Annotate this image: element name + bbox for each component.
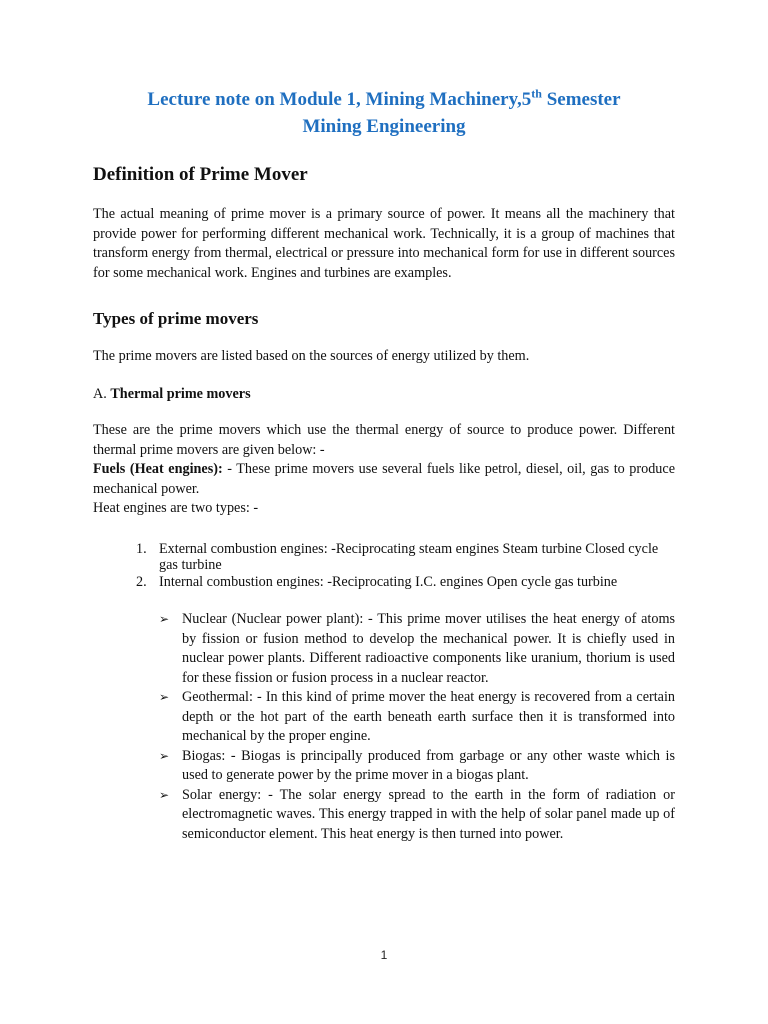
title-superscript: th [531,86,542,101]
list-item-text: Internal combustion engines: -Reciprocating I.C. engines Open cycle gas turbine [159,573,618,590]
thermal-heading-text: Thermal prime movers [110,385,251,402]
fuels-paragraph [93,460,675,499]
document-page [93,86,675,844]
title-line-2: Mining Engineering [302,116,466,137]
title-line-1-text: Lecture note on Module 1, Mining Machinery,5 [147,89,532,110]
definition-paragraph: The actual meaning of prime mover is a primary source of power. It means all the machinery that provide power for performing different mechanical work. Technically, it is a group of machines that transform energy from thermal, electrical or pressure into mechanical form for use in different sources for some mechanical work. Engines and turbines are examples. [93,206,675,281]
list-item [93,786,675,845]
arrow-bullet-icon: ➢ [159,787,170,802]
list-item [93,610,675,688]
list-item-text: Solar energy: - The solar energy spread to the earth in the form of radiation or electromagnetic waves. This energy trapped in with the help of solar panel made up of semiconductor element. This heat energy is then turned into power. [182,786,675,842]
list-item-number: 1. [136,540,147,557]
thermal-paragraph: These are the prime movers which use the thermal energy of source to produce power. Different thermal prime movers are given below: - [93,422,675,458]
list-item-text: Geothermal: - In this kind of prime mover the heat energy is recovered from a certain depth or the hot part of the earth beneath earth surface then it is transformed into mechanical by the proper engine. [182,689,675,744]
list-item-number: 2. [136,573,147,590]
title-line-1-end: Semester [541,89,621,110]
fuels-text: - These prime movers use several fuels like petrol, diesel, oil, gas to produce mechanical power. [93,461,675,497]
thermal-heading [93,385,675,405]
types-intro-paragraph: The prime movers are listed based on the sources of energy utilized by them. [93,348,530,364]
list-item-text: External combustion engines: -Reciprocating steam engines Steam turbine Closed cycle gas turbine [159,540,659,573]
fuels-label: Fuels (Heat engines): [93,461,223,477]
page-number: 1 [380,948,388,962]
list-item-text: Nuclear (Nuclear power plant): - This prime mover utilises the heat energy of atoms by fission or fusion method to develop the mechanical power. It is chiefly used in nuclear power plants. Different radioactive components like uranium, thorium is used for these fission or fusion process in a nuclear reactor. [182,611,675,686]
list-item [93,574,675,591]
arrow-bullet-icon: ➢ [159,748,170,763]
definition-heading: Definition of Prime Mover [93,164,308,185]
document-title [93,86,675,140]
heat-engine-types-line: Heat engines are two types: - [93,500,259,516]
arrow-bullet-icon: ➢ [159,612,170,626]
arrow-bullet-icon: ➢ [159,690,170,704]
list-item [93,747,675,786]
title-line-1 [93,86,675,113]
thermal-heading-prefix: A. [93,385,111,402]
list-item [93,688,675,747]
list-item [93,541,675,574]
types-heading: Types of prime movers [93,309,259,328]
energy-source-list [93,610,675,844]
list-item-text: Biogas: - Biogas is principally produced from garbage or any other waste which is used to generate power by the prime mover in a biogas plant. [182,747,675,783]
engine-list [93,541,675,591]
